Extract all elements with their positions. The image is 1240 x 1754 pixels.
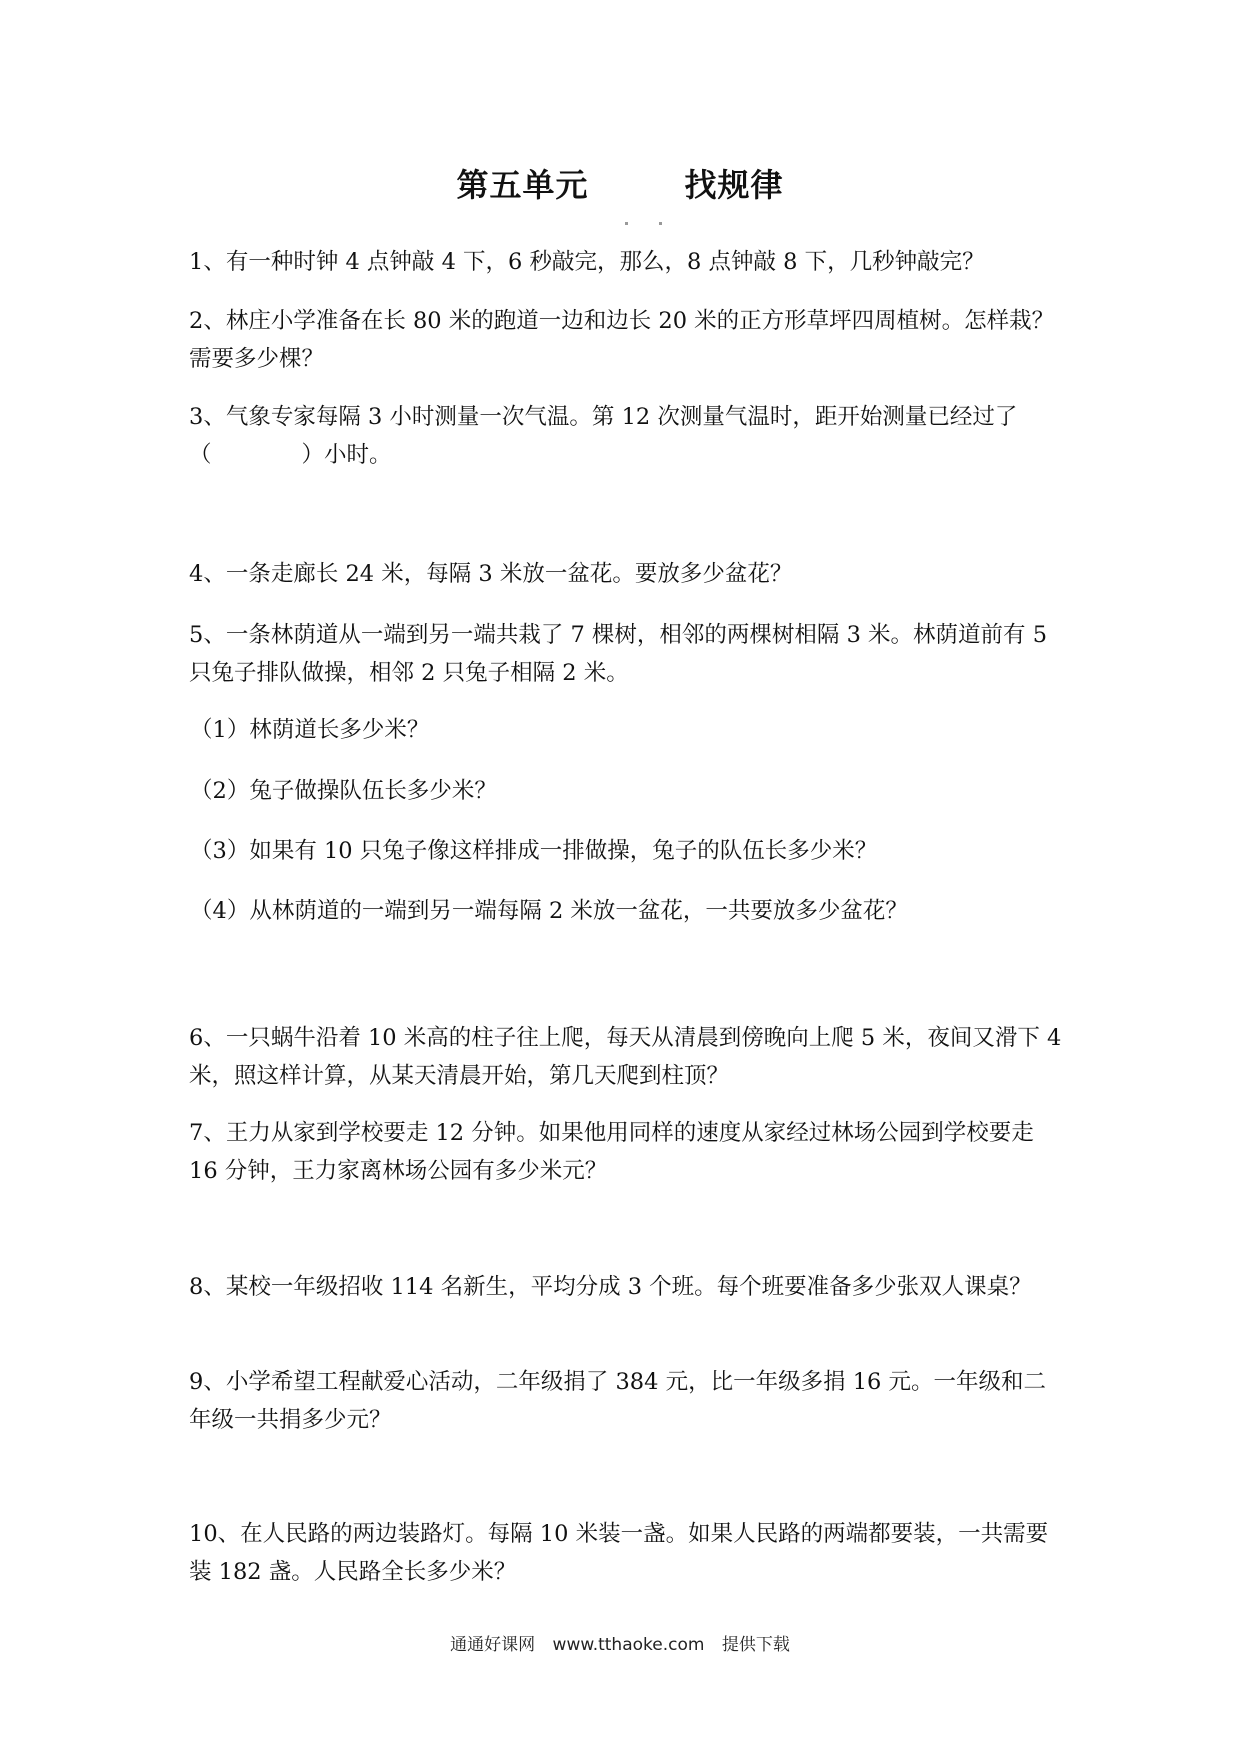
subquestion-3: （3）如果有 10 只兔子像这样排成一排做操，兔子的队伍长多少米？ xyxy=(190,838,878,864)
page-title xyxy=(0,160,1240,206)
question-5: 5、一条林荫道从一端到另一端共栽了 7 棵树，相邻的两棵树相隔 3 米。林荫道前有 5 只兔子排队做操，相邻 2 只兔子相隔 2 米。 xyxy=(189,622,1048,686)
subquestion-2: （2）兔子做操队伍长多少米？ xyxy=(190,778,497,804)
question-8: 8、某校一年级招收 114 名新生，平均分成 3 个班。每个班要准备多少张双人课桌？ xyxy=(189,1274,1032,1300)
question-7: 7、王力从家到学校要走 12 分钟。如果他用同样的速度从家经过林场公园到学校要走 16 分钟，王力家离林场公园有多少米元？ xyxy=(189,1120,1034,1184)
question-2: 2、林庄小学准备在长 80 米的跑道一边和边长 20 米的正方形草坪四周植树。怎样栽？需要多少棵？ xyxy=(189,308,1055,372)
page-footer xyxy=(0,1630,1240,1655)
question-4: 4、一条走廊长 24 米，每隔 3 米放一盆花。要放多少盆花？ xyxy=(189,561,793,587)
question-1: 1、有一种时钟 4 点钟敲 4 下，6 秒敲完，那么，8 点钟敲 8 下，几秒钟敲完？ xyxy=(189,249,985,275)
footer-site-name: 通通好课网 xyxy=(450,1635,536,1655)
subquestion-4: （4）从林荫道的一端到另一端每隔 2 米放一盆花，一共要放多少盆花？ xyxy=(190,898,908,924)
question-3: 3、气象专家每隔 3 小时测量一次气温。第 12 次测量气温时，距开始测量已经过了（ ）小时。 xyxy=(189,404,1018,468)
title-topic: 找规律 xyxy=(684,166,784,204)
footer-suffix: 提供下载 xyxy=(721,1635,790,1655)
question-6: 6、一只蜗牛沿着 10 米高的柱子往上爬，每天从清晨到傍晚向上爬 5 米，夜间又滑下 4 米，照这样计算，从某天清晨开始，第几天爬到柱顶？ xyxy=(189,1025,1062,1089)
title-unit: 第五单元 xyxy=(456,166,589,204)
question-10: 10、在人民路的两边装路灯。每隔 10 米装一盏。如果人民路的两端都要装，一共需要装 182 盏。人民路全长多少米？ xyxy=(189,1521,1049,1585)
footer-url: www.tthaoke.com xyxy=(552,1635,705,1655)
subquestion-1: （1）林荫道长多少米？ xyxy=(190,717,430,743)
question-9: 9、小学希望工程献爱心活动，二年级捐了 384 元，比一年级多捐 16 元。一年级和二年级一共捐多少元？ xyxy=(189,1369,1047,1433)
